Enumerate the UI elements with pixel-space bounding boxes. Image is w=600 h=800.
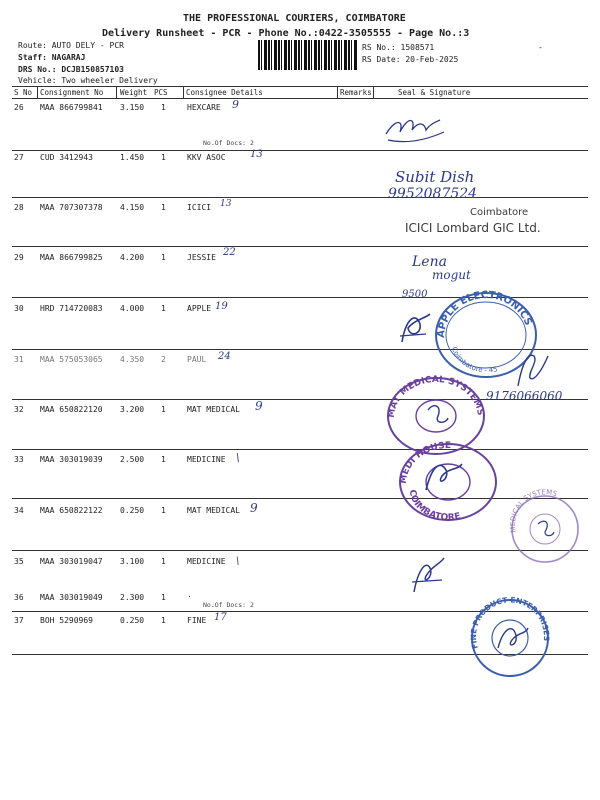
consignee: APPLE [187, 304, 212, 313]
sno: 35 [14, 557, 24, 566]
consignee: MEDICINE [187, 455, 226, 464]
row-rule [12, 498, 588, 499]
row-rule [12, 150, 588, 151]
staff-label: Staff: NAGARAJ [18, 53, 86, 62]
weight: 3.150 [120, 103, 145, 112]
sno: 37 [14, 616, 24, 625]
weight: 2.300 [120, 593, 145, 602]
pcs: 1 [161, 153, 166, 162]
medical-systems-stamp-text: MEDICAL SYSTEMS [508, 488, 558, 534]
svg-text:APPLE ELECTRONICS [436, 290, 534, 338]
pcs: 1 [161, 557, 166, 566]
pcs: 1 [161, 253, 166, 262]
signature-row-29-name: Lena [412, 254, 447, 270]
row-rule [12, 550, 588, 551]
icici-stamp-name: ICICI Lombard GIC Ltd. [405, 221, 541, 235]
consignment-no: HRD 714720083 [40, 304, 103, 313]
signature-row-27-phone: 9952087524 [388, 186, 478, 202]
handwritten-count: 24 [218, 351, 231, 362]
barcode [258, 40, 358, 70]
sno: 36 [14, 593, 24, 602]
pcs: 2 [161, 355, 166, 364]
consignee: MEDICINE [187, 557, 226, 566]
pcs: 1 [161, 455, 166, 464]
medi-house-stamp [396, 440, 500, 524]
col-divider-4 [337, 86, 338, 98]
weight: 2.500 [120, 455, 145, 464]
handwritten-count: 19 [215, 301, 228, 312]
consignment-no: MAA 575053065 [40, 355, 103, 364]
svg-text:MEDI HOUSE [399, 441, 451, 484]
handwritten-count: 9 [232, 98, 239, 111]
handwritten-count: 13 [220, 199, 232, 209]
icici-stamp-city: Coimbatore [470, 207, 529, 218]
row-rule [12, 246, 588, 247]
medi-stamp-city: COIMBATORE [406, 489, 462, 524]
sno: 33 [14, 455, 24, 464]
consignment-no: MAA 303019049 [40, 593, 103, 602]
runsheet-subtitle: Delivery Runsheet - PCR - Phone No.:0422-3505555 - Page No.:3 [102, 28, 470, 39]
sno: 30 [14, 304, 24, 313]
sno: 29 [14, 253, 24, 262]
consignment-no: MAA 866799825 [40, 253, 103, 262]
signature-row-35 [408, 556, 448, 596]
handwritten-count: 9 [255, 399, 263, 413]
signature-row-31 [508, 346, 552, 390]
handwritten-count: \ [236, 556, 240, 567]
svg-text:COIMBATORE [407, 489, 462, 523]
consignee: FINE [187, 616, 207, 625]
pcs: 1 [161, 103, 166, 112]
signature-row-29-extra: mogut [432, 268, 471, 282]
consignee: MAT MEDICAL [187, 506, 240, 515]
sno: 34 [14, 506, 24, 515]
weight: 4.350 [120, 355, 145, 364]
consignment-no: BOH 5290969 [40, 616, 93, 625]
mat-stamp-name: MAT MEDICAL SYSTEMS [386, 374, 485, 419]
sno: 27 [14, 153, 24, 162]
signature-row-26 [382, 110, 462, 146]
sno: 31 [14, 355, 24, 364]
handwritten-count: 17 [214, 612, 227, 623]
medi-stamp-name: MEDI HOUSE [398, 440, 452, 485]
company-title: THE PROFESSIONAL COURIERS, COIMBATORE [183, 13, 406, 24]
pcs: 1 [161, 203, 166, 212]
handwritten-count: 9 [250, 501, 258, 515]
consignment-no: MAA 303019047 [40, 557, 103, 566]
handwritten-count: 13 [250, 149, 263, 160]
sno: 26 [14, 103, 24, 112]
weight: 4.200 [120, 253, 145, 262]
signature-row-31-phone: 9176066060 [486, 389, 563, 403]
pcs: 1 [161, 405, 166, 414]
consignment-no: MAA 866799841 [40, 103, 103, 112]
sno: 28 [14, 203, 24, 212]
col-divider-5 [373, 86, 374, 98]
consignment-no: CUD 3412943 [40, 153, 93, 162]
weight: 3.200 [120, 405, 145, 414]
medical-systems-stamp [508, 488, 582, 566]
sno: 32 [14, 405, 24, 414]
rs-number: RS No.: 1508571 [362, 43, 435, 52]
pcs: 1 [161, 593, 166, 602]
consignee: ICICI [187, 203, 212, 212]
pcs: 1 [161, 506, 166, 515]
weight: 4.000 [120, 304, 145, 313]
consignment-no: MAA 650822122 [40, 506, 103, 515]
col-header-weight: Weight [120, 88, 148, 97]
apple-stamp-city: Coimbatore - 45 [449, 345, 499, 375]
docs-note: No.Of Docs: 2 [203, 139, 254, 147]
consignment-no: MAA 707307378 [40, 203, 103, 212]
table-top-rule [12, 86, 588, 87]
drs-number: DRS No.: DCJB150857103 [18, 65, 124, 74]
row-rule [12, 449, 588, 450]
handwritten-count: \ [236, 451, 240, 464]
consignee: MAT MEDICAL [187, 405, 240, 414]
col-header-sno: S No [14, 88, 33, 97]
signature-row-27-name: Subit Dish [395, 168, 475, 186]
fine-stamp-name: FINE PRODUCT ENTERPRISES [468, 595, 552, 650]
weight: 0.250 [120, 616, 145, 625]
docs-note: No.Of Docs: 2 [203, 601, 254, 609]
pcs: 1 [161, 616, 166, 625]
signature-row-30 [396, 308, 436, 348]
col-divider-3 [183, 86, 184, 98]
rs-date: RS Date: 20-Feb-2025 [362, 55, 459, 64]
handwritten-count: 22 [223, 247, 236, 258]
weight: 3.100 [120, 557, 145, 566]
dash-mark: - [538, 43, 543, 52]
weight: 4.150 [120, 203, 145, 212]
svg-text:MEDICAL SYSTEMS [509, 488, 558, 533]
col-divider-1 [37, 86, 38, 98]
col-header-pcs: PCS [154, 88, 168, 97]
svg-text:MAT MEDICAL SYSTEMS [387, 375, 485, 418]
pcs: 1 [161, 304, 166, 313]
table-header-rule [12, 98, 588, 99]
consignee: JESSIE [187, 253, 216, 262]
col-divider-2 [116, 86, 117, 98]
weight: 1.450 [120, 153, 145, 162]
route-label: Route: AUTO DELY - PCR [18, 41, 124, 50]
col-header-consignment: Consignment No [40, 88, 104, 97]
vehicle-label: Vehicle: Two wheeler Delivery [18, 76, 158, 85]
col-header-seal: Seal & Signature [398, 88, 471, 97]
fine-product-stamp [468, 596, 552, 680]
svg-text:FINE PRODUCT ENTERPRISES [469, 595, 551, 650]
consignment-no: MAA 650822120 [40, 405, 103, 414]
col-header-consignee: Consignee Details [186, 88, 263, 97]
col-header-remarks: Remarks [340, 88, 372, 97]
consignee: PAUL [187, 355, 207, 364]
consignee: KKV ASOC [187, 153, 226, 162]
weight: 0.250 [120, 506, 145, 515]
apple-stamp-name: APPLE ELECTRONICS [435, 289, 534, 339]
consignee: HEXCARE [187, 103, 221, 112]
consignment-no: MAA 303019039 [40, 455, 103, 464]
consignee: . [187, 590, 192, 599]
signature-row-30-phone: 9500 [402, 289, 428, 300]
row-rule [12, 197, 588, 198]
